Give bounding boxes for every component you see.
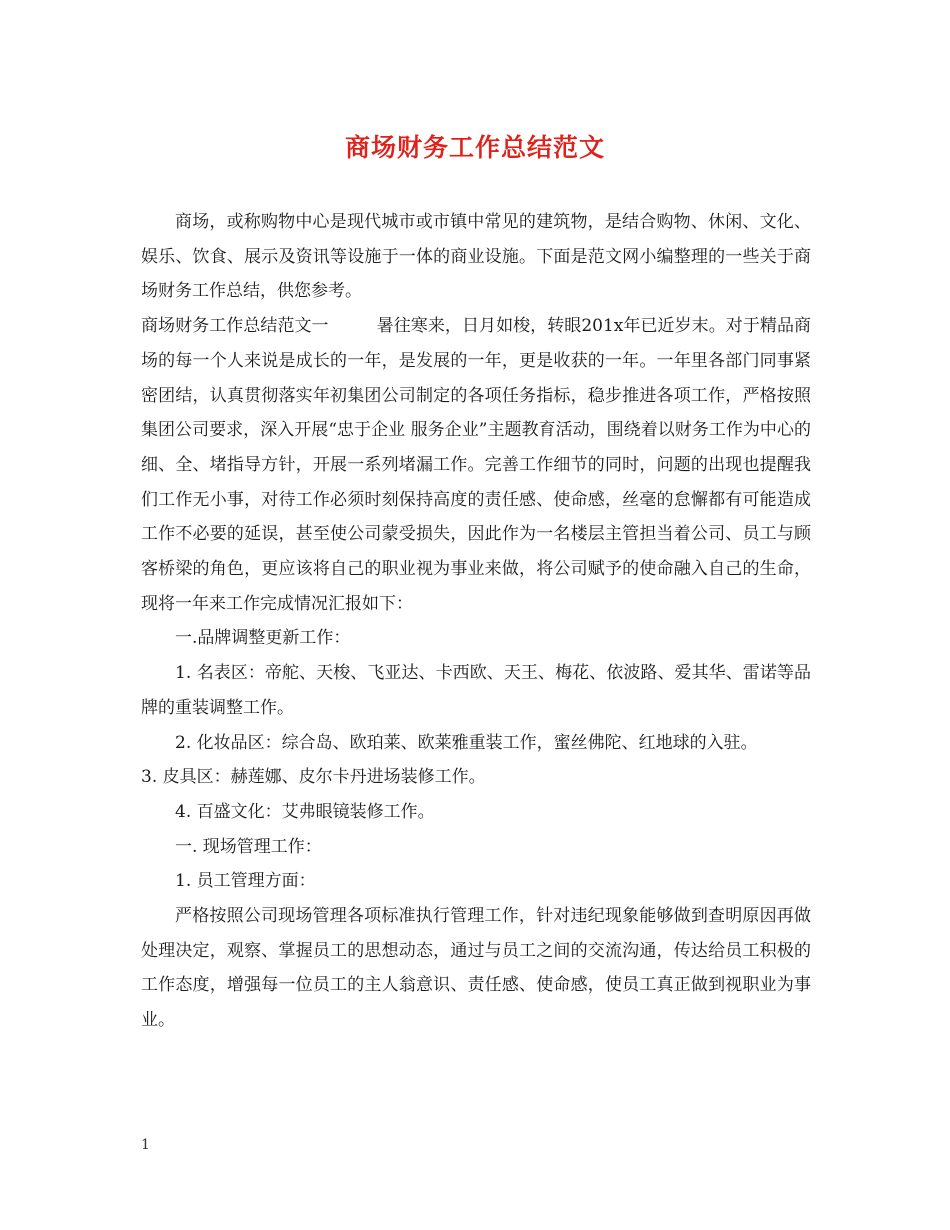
section-one-paragraph bbox=[141, 309, 811, 621]
brand-item-4: 4. 百盛文化：艾弗眼镜装修工作。 bbox=[175, 801, 435, 822]
site-item-1: 1. 员工管理方面： bbox=[175, 871, 316, 892]
intro-paragraph: 商场，或称购物中心是现代城市或市镇中常见的建筑物，是结合购物、休闲、文化、娱乐、饮食、展示及资讯等设施于一体的商业设施。下面是范文网小编整理的一些关于商场财务工作总结，供您参考。 bbox=[141, 212, 811, 302]
document-title: 商场财务工作总结范文 bbox=[344, 133, 605, 162]
document-body bbox=[141, 205, 811, 1038]
page-number: 1 bbox=[141, 1137, 150, 1153]
brand-item-1: 1. 名表区：帝舵、天梭、飞亚达、卡西欧、天王、梅花、依波路、爱其华、雷诺等品牌的重装调整工作。 bbox=[141, 663, 811, 718]
brand-item-2: 2. 化妆品区：综合岛、欧珀莱、欧莱雅重装工作，蜜丝佛陀、红地球的入驻。 bbox=[175, 732, 758, 753]
section-one-body: 暑往寒来，日月如梭，转眼201x年已近岁末。对于精品商场的每一个人来说是成长的一年，是发展的一年，更是收获的一年。一年里各部门同事紧密团结，认真贯彻落实年初集团公司制定的各项任务指标，稳步推进各项工作，严格按照集团公司要求，深入开展“忠于企业 服务企业”主题教育活动，围绕着以财务工作为中心的细、全、堵指导方针，开展一系列堵漏工作。完善工作细节的同时，问题的出现也提醒我们工作无小事，对待工作必须时刻保持高度的责任感、使命感，丝毫的怠懈都有可能造成工作不必要的延误，甚至使公司蒙受损失，因此作为一名楼层主管担当着公司、员工与顾客桥梁的角色，更应该将自己的职业视为事业来做，将公司赋予的使命融入自己的生命，现将一年来工作完成情况汇报如下： bbox=[141, 316, 811, 614]
brand-item-3: 3. 皮具区：赫莲娜、皮尔卡丹进场装修工作。 bbox=[141, 767, 486, 788]
brand-heading: 一.品牌调整更新工作： bbox=[175, 628, 351, 649]
site-item-1-body: 严格按照公司现场管理各项标准执行管理工作，针对违纪现象能够做到查明原因再做处理决定，观察、掌握员工的思想动态，通过与员工之间的交流沟通，传达给员工积极的工作态度，增强每一位员工的主人翁意识、责任感、使命感，使员工真正做到视职业为事业。 bbox=[141, 906, 811, 1031]
section-one-heading: 商场财务工作总结范文一 bbox=[141, 316, 329, 337]
site-heading: 一. 现场管理工作： bbox=[175, 836, 322, 857]
